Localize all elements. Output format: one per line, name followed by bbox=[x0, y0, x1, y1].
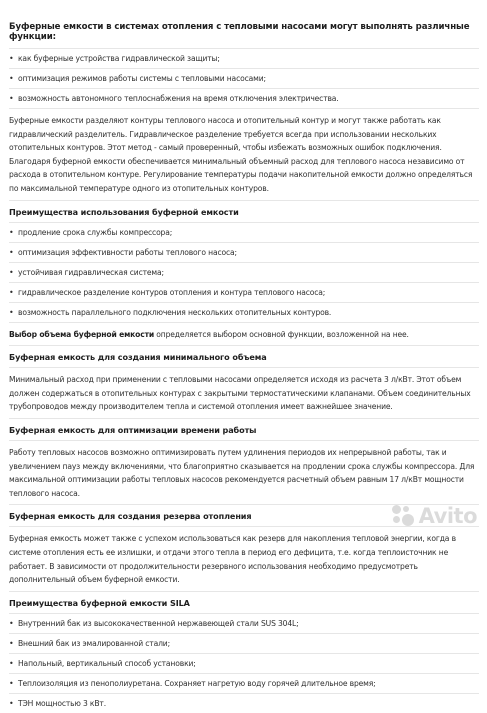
advantage-item: • возможность параллельного подключения нескольких отопительных контуров. bbox=[9, 303, 479, 322]
volume-selection-line bbox=[9, 323, 479, 346]
min-volume-text: Минимальный расход при применении с тепловыми насосами определяется исходя из расчета 3 л/кВт. Этот объем должен содержаться в отопительных контурах с закрытыми термостатическими клапанами. Объем соединительных трубопроводов между производителем тепла и системой отопления имеет важнейшее значение. bbox=[9, 375, 471, 412]
min-volume-heading: Буферная емкость для создания минимального объема bbox=[9, 352, 267, 363]
optimization-text: Работу тепловых насосов возможно оптимизировать путем удлинения периодов их непрерывной работы, так и увеличением пауз между включениями, что благоприятно сказывается на продлении срока службы компрессора. Для максимальной оптимизации работы тепловых насосов рекомендуется расчетный объем равным 17 л/кВт мощности теплового насоса. bbox=[9, 447, 475, 498]
reserve-text: Буферная емкость может также с успехом использоваться как резерв для накопления тепловой энергии, когда в системе отопления есть ее излишки, и отдачи этого тепла в период его дефицита, т.е. когда теплоисточник не работает. В зависимости от продолжительности резервного использования необходимо предусмотреть дополнительный объем буферной емкости. bbox=[9, 534, 456, 585]
advantage-item: • устойчивая гидравлическая система; bbox=[9, 263, 479, 282]
intro-paragraph: Буферные емкости разделяют контуры теплового насоса и отопительный контур и могут также работать как гидравлический разделитель. Гидравлическое разделение требуется всегда при использовании нескольких отопительных контуров. Этот метод - самый проверенный, чтобы избежать возможных ошибок подключения. Благодаря буферной емкости обеспечивается минимальный объемный расход для теплового насоса независимо от расхода в отопительном контуре. Регулирование температуры подачи накопительной емкости должно определяться по максимальной температуре одного из отопительных контуров. bbox=[9, 116, 473, 193]
sila-item: • Теплоизоляция из пенополиуретана. Сохраняет нагретую воду горячей длительное время; bbox=[9, 674, 479, 693]
function-item: • оптимизация режимов работы системы с тепловыми насосами; bbox=[9, 69, 479, 88]
document bbox=[9, 0, 479, 713]
sila-item: • Напольный, вертикальный способ установки; bbox=[9, 654, 479, 673]
reserve-heading: Буферная емкость для создания резерва отопления bbox=[9, 511, 252, 522]
advantage-item: • гидравлическое разделение контуров отопления и контура теплового насоса; bbox=[9, 283, 479, 302]
function-item: • возможность автономного теплоснабжения на время отключения электричества. bbox=[9, 89, 479, 108]
volume-selection-rest: определяется выбором основной функции, возложенной на нее. bbox=[154, 329, 409, 339]
document-title: Буферные емкости в системах отопления с тепловыми насосами могут выполнять различные функции: bbox=[9, 22, 470, 42]
function-item: • как буферные устройства гидравлической защиты; bbox=[9, 49, 479, 68]
sila-item: • Внешний бак из эмалированной стали; bbox=[9, 634, 479, 653]
advantages-heading: Преимущества использования буферной емкости bbox=[9, 206, 239, 217]
optimization-heading: Буферная емкость для оптимизации времени работы bbox=[9, 424, 257, 435]
sila-item: • ТЭН мощностью 3 кВт. bbox=[9, 694, 479, 713]
avito-dots-icon bbox=[392, 505, 414, 527]
sila-heading: Преимущества буферной емкости SILA bbox=[9, 597, 190, 608]
advantage-item: • продление срока службы компрессора; bbox=[9, 223, 479, 242]
advantage-item: • оптимизация эффективности работы теплового насоса; bbox=[9, 243, 479, 262]
watermark-text: Avito bbox=[418, 504, 477, 528]
sila-item: • Внутренний бак из высококачественной нержавеющей стали SUS 304L; bbox=[9, 614, 479, 633]
volume-selection-strong: Выбор объема буферной емкости bbox=[9, 329, 155, 339]
avito-watermark bbox=[392, 504, 477, 528]
